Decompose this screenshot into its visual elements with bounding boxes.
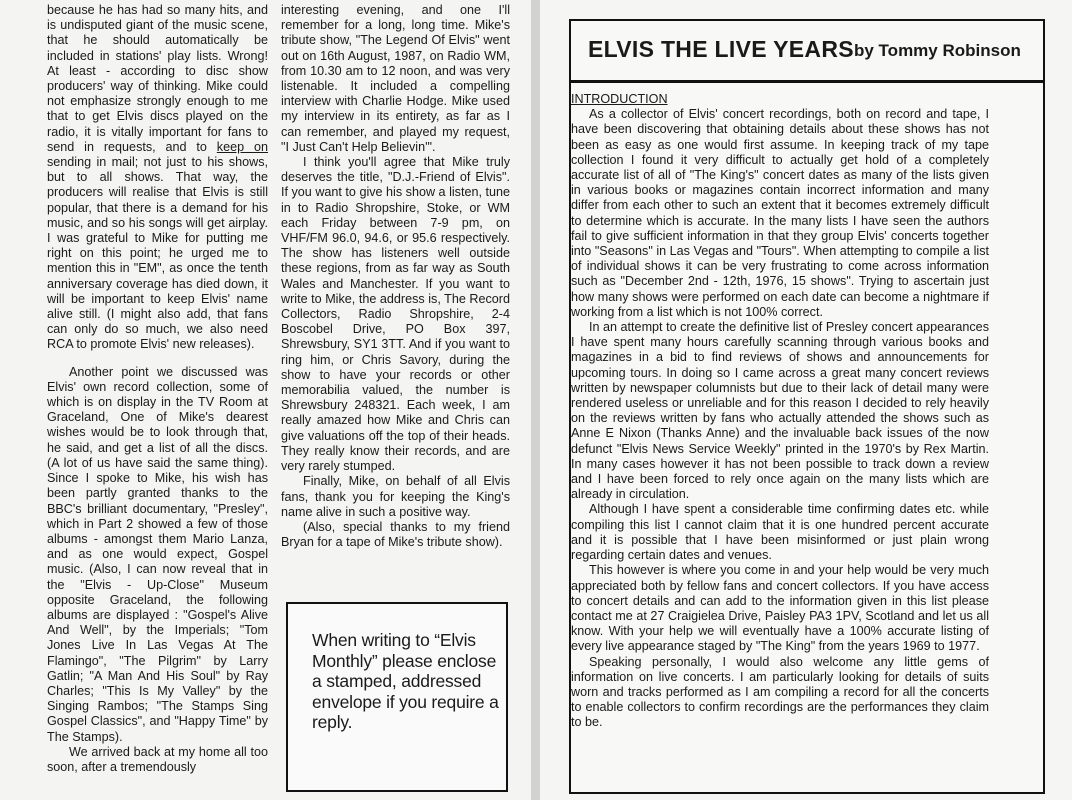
page-gutter	[531, 0, 540, 800]
article-title: ELVIS THE LIVE YEARS	[588, 36, 854, 62]
text-run: because he has had so many hits, and is undisputed giant of the music scene, that he should automatically be included in stations' play lists. Wrong! At least - according to disc show producers' way of thinking. Mike could not emphasize strongly enough to me that to get Elvis discs played on the radio, it is vitally important for fans to send in requests, and to	[47, 3, 268, 154]
paragraph: This however is where you come in and your help would be very much appreciated both by fellow fans and concert collectors. If you have access to concert details and can add to the information given in this list please contact me at 27 Craigielea Drive, Paisley PA3 1PV, Scotland and let us all know. With your help we will eventually have a 100% accurate listing of every live appearance staged by "The King" from the years 1969 to 1977.	[571, 563, 989, 654]
right-page	[540, 0, 1072, 800]
article-byline: by Tommy Robinson	[854, 41, 1021, 60]
article-body	[571, 92, 989, 731]
paragraph: Speaking personally, I would also welcome any little gems of information on live concerts. I am particularly looking for details of suits worn and tracks performed as I am compiling a record for all the concerts to enable collectors to confirm recordings are the performances they claim to be.	[571, 654, 989, 730]
underlined-text: keep on	[216, 139, 268, 154]
paragraph: I think you'll agree that Mike truly deserves the title, "D.J.-Friend of Elvis". If you want to give his show a listen, tune in to Radio Shropshire, Stoke, or WM each Friday between 7-9 pm, on VHF/FM 96.0, 94.6, or 95.6 respectively. The show has listeners well outside these regions, from as far way as South Wales and Manchester. If you want to write to Mike, the address is, The Record Collectors, Radio Shropshire, 2-4 Boscobel Drive, PO Box 397, Shrewsbury, SY1 3TT. And if you want to ring him, or Chris Savory, during the show to have your records or other memorabilia valued, the number is Shrewsbury 248321. Each week, I am really amazed how Mike and Chris can give valuations off the top of their heads. They really know their records, and are very rarely stumped.	[281, 155, 510, 474]
paragraph: (Also, special thanks to my friend Bryan for a tape of Mike's tribute show).	[281, 519, 510, 550]
paragraph: Another point we discussed was Elvis' own record collection, some of which is on display in the TV Room at Graceland, One of Mike's dearest wishes would be to look through that, he said, and get a list of all the discs. (A lot of us have said the same thing). Since I spoke to Mike, his wish has been partly granted thanks to the BBC's brilliant documentary, "Presley", which in Part 2 showed a few of those albums - amongst them Mario Lanza, and as one would expect, Gospel music. (Also, I can now reveal that in the "Elvis - Up-Close" Museum opposite Graceland, the following albums are displayed : "Gospel's Alive And Well", by the Imperials; "Tom Jones Live In Las Vegas At The Flamingo", "The Pilgrim" by Larry Gatlin; "A Man And His Soul" by Ray Charles; "This Is My Valley" by the Singing Rambos; "The Stamps Sing Gospel Classics", and "Happy Time" by The Stamps).	[47, 364, 268, 744]
title-bar	[571, 21, 1043, 83]
paragraph: We arrived back at my home all too soon, after a tremendously	[47, 744, 268, 774]
left-column-1	[47, 3, 268, 775]
paragraph: In an attempt to create the definitive list of Presley concert appearances I have spent many hours carefully scanning through various books and magazines in a bid to find reviews of shows and announcements for upcoming tours. In doing so I came across a great many concert reviews written by newspaper columnists but due to their lack of detail many were rendered useless or unreliable and for this reason I decided to rely heavily on the reviews written by fans who actually attended the shows such as Anne E Nixon (Thanks Anne) and the invaluable back issues of the now defunct "Elvis News Service Weekly" printed in the 1970's by Rex Martin. In many cases however it has not been possible to track down a review and I have been forced to rely once again on the many lists which are already in circulation.	[571, 320, 989, 502]
paragraph: Although I have spent a considerable time confirming dates etc. while compiling this list I cannot claim that it is one hundred percent accurate and it is possible that I have been misinformed or just plain wrong regarding certain dates and venues.	[571, 502, 989, 563]
paragraph: As a collector of Elvis' concert recordings, both on record and tape, I have been discovering that obtaining details about these shows has not been as easy as one would first assume. In keeping track of my tape collection I found it very difficult to actually get hold of a completely accurate list of all of "The King's" concert dates as many of the lists given in various books or magazines contain incorrect information and many differ from each other to such an extent that it becomes extremely difficult to determine which is accurate. In the many lists I have seen the authors fail to give sufficient information in that they group Elvis' concerts together into "Seasons" in Las Vegas and "Tours". When attempting to compile a list of individual shows it can be very frustrating to come across information such as "December 2nd - 12th, 1976, 15 shows". Trying to ascertain just how many shows were performed on each date can become a nightmare if working from a list which is not 100% correct.	[571, 107, 989, 319]
paragraph: Finally, Mike, on behalf of all Elvis fans, thank you for keeping the King's name alive in such a positive way.	[281, 474, 510, 519]
left-page	[0, 0, 531, 800]
paragraph	[47, 3, 268, 353]
text-run: sending in mail; not just to his shows, but to all shows. That way, the producers will realise that Elvis is still popular, that there is a demand for his music, and so his songs will get airplay. I was grateful to Mike for putting me right on this point; he urged me to mention this in "EM", as once the tenth anniversary coverage has died down, it will be important to keep Elvis' name alive still. (I might also add, that fans can only do so much, we also need RCA to promote Elvis' new releases).	[47, 155, 268, 352]
section-heading: INTRODUCTION	[571, 92, 668, 106]
paragraph: interesting evening, and one I'll remember for a long, long time. Mike's tribute show, "The Legend Of Elvis" went out on 16th August, 1987, on Radio WM, from 10.30 am to 12 noon, and was very listenable. It included a compelling interview with Charlie Hodge. Mike used my interview in its entirety, as far as I can remember, and played my request, "I Just Can't Help Believin'".	[281, 3, 510, 154]
left-column-2	[281, 3, 510, 550]
notice-box	[286, 602, 508, 792]
notice-text: When writing to “Elvis Monthly” please enclose a stamped, addressed envelope if you require a reply.	[312, 630, 499, 732]
